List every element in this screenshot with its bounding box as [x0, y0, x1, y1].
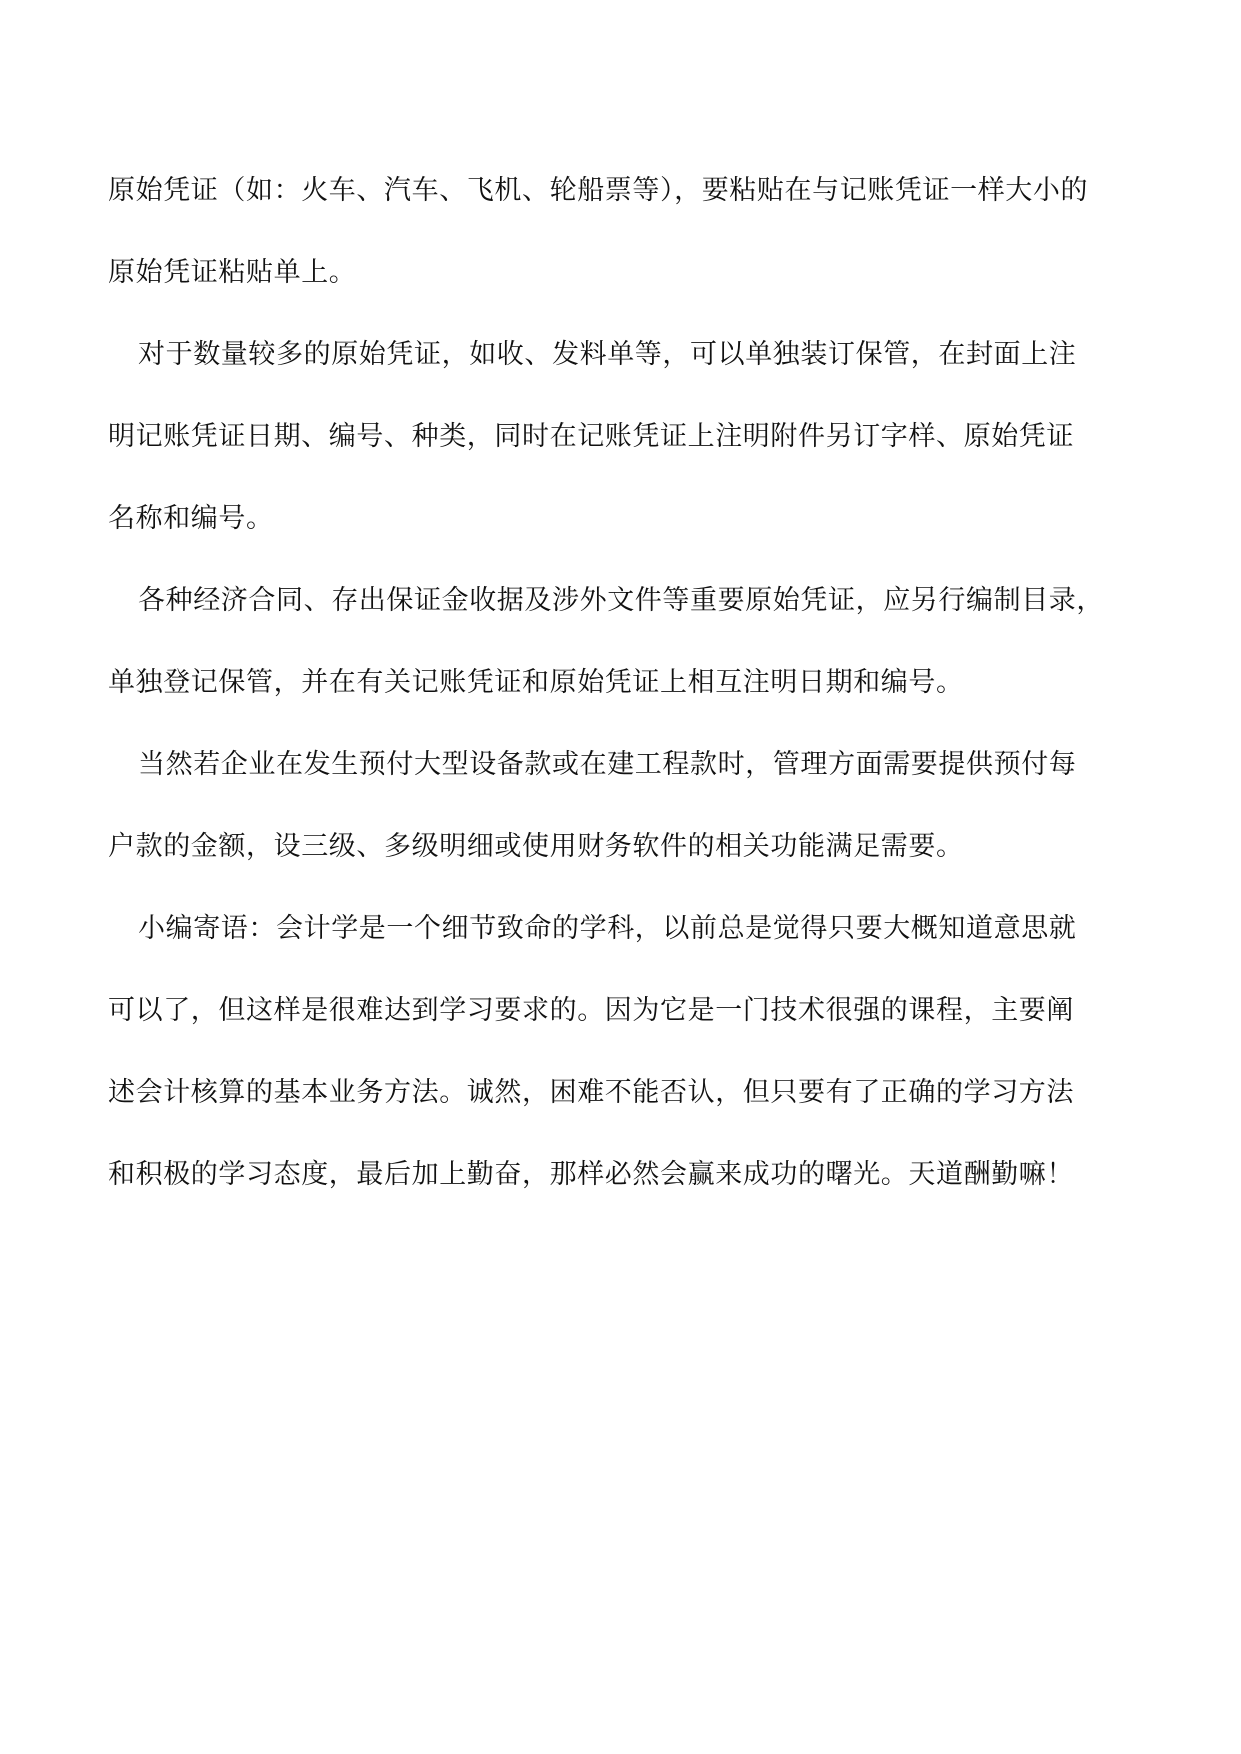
text-line: 述会计核算的基本业务方法。诚然，困难不能否认，但只要有了正确的学习方法	[108, 1077, 1074, 1108]
text-line: 户款的金额，设三级、多级明细或使用财务软件的相关功能满足需要。	[108, 831, 964, 862]
text-line: 对于数量较多的原始凭证，如收、发料单等，可以单独装订保管，在封面上注	[138, 339, 1077, 370]
text-line: 原始凭证粘贴单上。	[108, 257, 357, 288]
text-line: 小编寄语：会计学是一个细节致命的学科，以前总是觉得只要大概知道意思就	[138, 913, 1077, 944]
document-body	[108, 155, 1138, 1221]
text-line: 可以了，但这样是很难达到学习要求的。因为它是一门技术很强的课程，主要阐	[108, 995, 1074, 1026]
text-line: 原始凭证（如：火车、汽车、飞机、轮船票等），要粘贴在与记账凭证一样大小的	[108, 175, 1089, 206]
text-line: 明记账凭证日期、编号、种类，同时在记账凭证上注明附件另订字样、原始凭证	[108, 421, 1074, 452]
text-line: 当然若企业在发生预付大型设备款或在建工程款时，管理方面需要提供预付每	[138, 749, 1077, 780]
text-line: 和积极的学习态度，最后加上勤奋，那样必然会赢来成功的曙光。天道酬勤嘛！	[108, 1159, 1074, 1190]
text-line: 名称和编号。	[108, 503, 274, 534]
text-line: 各种经济合同、存出保证金收据及涉外文件等重要原始凭证，应另行编制目录，	[138, 585, 1104, 616]
text-line: 单独登记保管，并在有关记账凭证和原始凭证上相互注明日期和编号。	[108, 667, 964, 698]
